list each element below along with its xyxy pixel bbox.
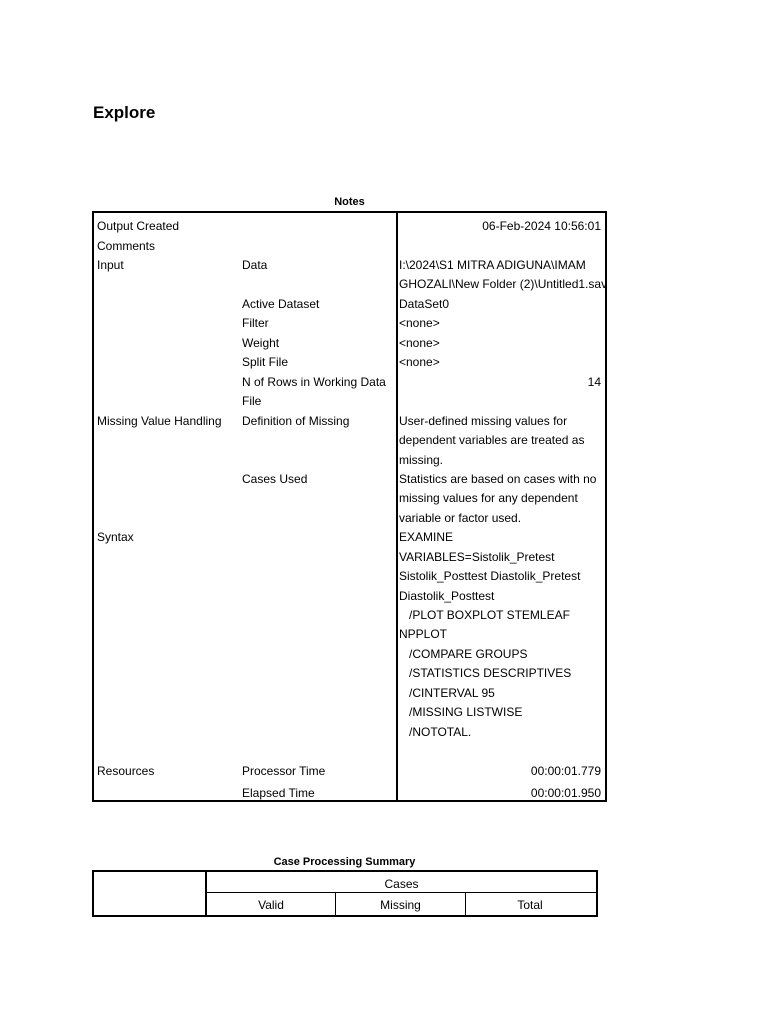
syntax-line: /PLOT BOXPLOT STEMLEAF [399, 608, 570, 622]
cases-used-value-line1: Statistics are based on cases with no [399, 472, 597, 486]
notes-column-divider [396, 213, 398, 800]
syntax-line: Sistolik_Posttest Diastolik_Pretest [399, 569, 581, 583]
input-label: Input [97, 258, 124, 272]
filter-value: <none> [399, 316, 440, 330]
comments-label: Comments [97, 239, 156, 253]
case-processing-summary-title: Case Processing Summary [273, 856, 416, 868]
syntax-line: /STATISTICS DESCRIPTIVES [399, 666, 572, 680]
syntax-line: NPPLOT [399, 627, 448, 641]
syntax-line: VARIABLES=Sistolik_Pretest [399, 550, 555, 564]
split-file-value: <none> [399, 355, 440, 369]
resources-label: Resources [97, 764, 155, 778]
filter-label: Filter [242, 316, 269, 330]
data-value-line1: I:\2024\S1 MITRA ADIGUNA\IMAM [399, 258, 586, 272]
elapsed-time-label: Elapsed Time [242, 786, 315, 800]
active-dataset-value: DataSet0 [399, 297, 450, 311]
syntax-line: /NOTOTAL. [399, 725, 472, 739]
active-dataset-label: Active Dataset [242, 297, 320, 311]
definition-value-line1: User-defined missing values for [399, 414, 568, 428]
syntax-label: Syntax [97, 530, 134, 544]
output-created-value: 06-Feb-2024 10:56:01 [482, 219, 601, 233]
syntax-line: /COMPARE GROUPS [399, 647, 528, 661]
notes-table [92, 211, 607, 802]
cases-used-value-line3: variable or factor used. [399, 511, 522, 525]
case-processing-summary-table [92, 870, 598, 917]
definition-value-line3: missing. [399, 453, 444, 467]
syntax-line: /MISSING LISTWISE [399, 705, 523, 719]
weight-label: Weight [242, 336, 280, 350]
cases-used-value-line2: missing values for any dependent [399, 491, 578, 505]
syntax-line: /CINTERVAL 95 [399, 686, 495, 700]
page-heading: Explore [93, 103, 156, 122]
processor-time-label: Processor Time [242, 764, 326, 778]
cps-cases-header: Cases [384, 877, 419, 891]
n-rows-label-line1: N of Rows in Working Data [242, 375, 386, 389]
cps-missing-header: Missing [380, 898, 421, 912]
elapsed-time-value: 00:00:01.950 [530, 786, 601, 800]
cases-used-label: Cases Used [242, 472, 308, 486]
data-value-line2: GHOZALI\New Folder (2)\Untitled1.sav [399, 277, 608, 291]
cps-valid-header: Valid [258, 898, 284, 912]
cps-total-header: Total [517, 898, 543, 912]
syntax-line: Diastolik_Posttest [399, 589, 495, 603]
data-label: Data [242, 258, 268, 272]
processor-time-value: 00:00:01.779 [530, 764, 601, 778]
n-rows-value: 14 [587, 375, 601, 389]
split-file-label: Split File [242, 355, 289, 369]
syntax-line: EXAMINE [399, 530, 454, 544]
definition-of-missing-label: Definition of Missing [242, 414, 350, 428]
notes-table-title: Notes [334, 196, 365, 208]
weight-value: <none> [399, 336, 440, 350]
n-rows-label-line2: File [242, 394, 262, 408]
missing-value-handling-label: Missing Value Handling [97, 414, 222, 428]
definition-value-line2: dependent variables are treated as [399, 433, 585, 447]
output-created-label: Output Created [97, 219, 180, 233]
